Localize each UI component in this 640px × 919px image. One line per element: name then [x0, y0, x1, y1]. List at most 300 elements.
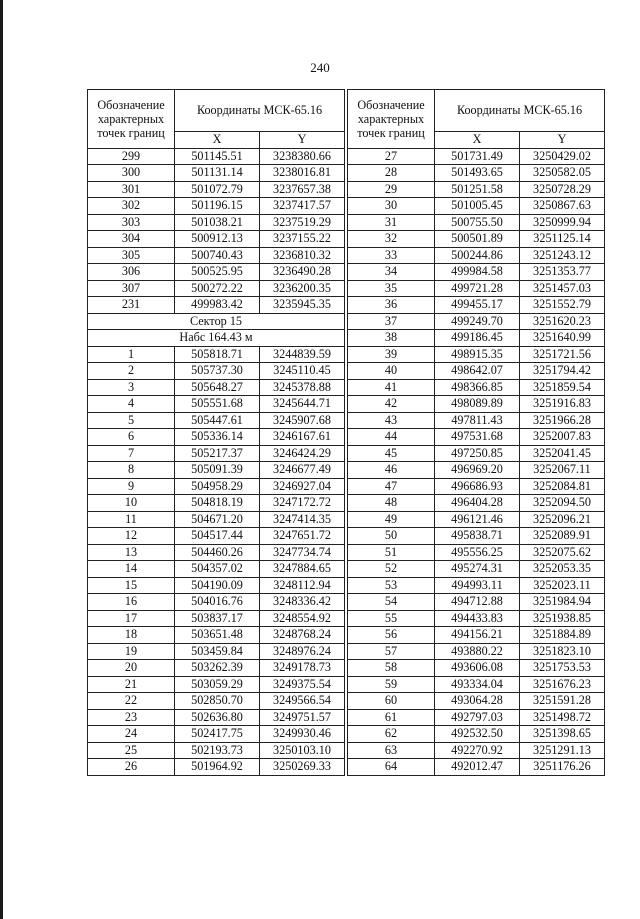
designation-header: Обозначение характерных точек границ [348, 90, 435, 149]
x-value: 504190.09 [175, 577, 260, 594]
y-value: 3247172.72 [260, 495, 345, 512]
y-value: 3251457.03 [520, 280, 605, 297]
point-id: 35 [348, 280, 435, 297]
point-id: 307 [88, 280, 175, 297]
y-value: 3251753.53 [520, 660, 605, 677]
table-row [88, 412, 345, 429]
x-value: 493334.04 [435, 676, 520, 693]
x-value: 503837.17 [175, 610, 260, 627]
y-value: 3248554.92 [260, 610, 345, 627]
point-id: 43 [348, 412, 435, 429]
x-value: 500501.89 [435, 231, 520, 248]
point-id: 58 [348, 660, 435, 677]
point-id: 9 [88, 478, 175, 495]
x-value: 505447.61 [175, 412, 260, 429]
point-id: 3 [88, 379, 175, 396]
point-id: 59 [348, 676, 435, 693]
y-value: 3236810.32 [260, 247, 345, 264]
y-value: 3251966.28 [520, 412, 605, 429]
point-id: 49 [348, 511, 435, 528]
sector-height: Набс 164.43 м [88, 330, 345, 347]
point-id: 25 [88, 742, 175, 759]
y-value: 3247651.72 [260, 528, 345, 545]
point-id: 50 [348, 528, 435, 545]
y-value: 3251552.79 [520, 297, 605, 314]
point-id: 16 [88, 594, 175, 611]
x-value: 500272.22 [175, 280, 260, 297]
point-id: 44 [348, 429, 435, 446]
x-value: 500755.50 [435, 214, 520, 231]
table-row [348, 264, 605, 281]
y-value: 3249178.73 [260, 660, 345, 677]
x-value: 493064.28 [435, 693, 520, 710]
y-value: 3251498.72 [520, 709, 605, 726]
x-value: 504958.29 [175, 478, 260, 495]
table-row [348, 148, 605, 165]
x-value: 501731.49 [435, 148, 520, 165]
y-value: 3250429.02 [520, 148, 605, 165]
point-id: 37 [348, 313, 435, 330]
y-value: 3251620.23 [520, 313, 605, 330]
x-value: 495274.31 [435, 561, 520, 578]
point-id: 56 [348, 627, 435, 644]
x-value: 493606.08 [435, 660, 520, 677]
point-id: 64 [348, 759, 435, 776]
x-value: 498089.89 [435, 396, 520, 413]
table-row [88, 445, 345, 462]
table-row [348, 742, 605, 759]
x-value: 503262.39 [175, 660, 260, 677]
y-value: 3237155.22 [260, 231, 345, 248]
point-id: 46 [348, 462, 435, 479]
y-value: 3249375.54 [260, 676, 345, 693]
table-row [348, 165, 605, 182]
table-row [348, 627, 605, 644]
y-value: 3245907.68 [260, 412, 345, 429]
y-value: 3236200.35 [260, 280, 345, 297]
x-value: 505737.30 [175, 363, 260, 380]
table-row [88, 759, 345, 776]
y-value: 3247414.35 [260, 511, 345, 528]
y-value: 3246167.61 [260, 429, 345, 446]
y-value: 3252041.45 [520, 445, 605, 462]
table-row [348, 643, 605, 660]
point-id: 29 [348, 181, 435, 198]
y-value: 3251398.65 [520, 726, 605, 743]
x-value: 504016.76 [175, 594, 260, 611]
point-id: 305 [88, 247, 175, 264]
point-id: 57 [348, 643, 435, 660]
point-id: 42 [348, 396, 435, 413]
table-row [348, 478, 605, 495]
table-row [88, 693, 345, 710]
point-id: 41 [348, 379, 435, 396]
x-value: 499186.45 [435, 330, 520, 347]
table-row [348, 346, 605, 363]
point-id: 30 [348, 198, 435, 215]
y-value: 3250728.29 [520, 181, 605, 198]
point-id: 53 [348, 577, 435, 594]
y-value: 3251353.77 [520, 264, 605, 281]
y-header: Y [260, 132, 345, 149]
x-value: 505648.27 [175, 379, 260, 396]
x-value: 497811.43 [435, 412, 520, 429]
y-value: 3247884.65 [260, 561, 345, 578]
table-row [348, 495, 605, 512]
point-id: 28 [348, 165, 435, 182]
y-value: 3251176.26 [520, 759, 605, 776]
table-row [88, 462, 345, 479]
table-row [348, 379, 605, 396]
table-row [88, 165, 345, 182]
x-value: 499249.70 [435, 313, 520, 330]
table-row [348, 396, 605, 413]
y-value: 3252053.35 [520, 561, 605, 578]
point-id: 63 [348, 742, 435, 759]
point-id: 5 [88, 412, 175, 429]
y-value: 3252094.50 [520, 495, 605, 512]
y-value: 3238016.81 [260, 165, 345, 182]
point-id: 302 [88, 198, 175, 215]
x-value: 500244.86 [435, 247, 520, 264]
table-row [348, 610, 605, 627]
point-id: 8 [88, 462, 175, 479]
point-id: 18 [88, 627, 175, 644]
y-value: 3244839.59 [260, 346, 345, 363]
point-id: 1 [88, 346, 175, 363]
x-value: 492270.92 [435, 742, 520, 759]
point-id: 27 [348, 148, 435, 165]
y-value: 3245110.45 [260, 363, 345, 380]
x-value: 504460.26 [175, 544, 260, 561]
x-value: 499455.17 [435, 297, 520, 314]
table-row [348, 561, 605, 578]
table-row [88, 379, 345, 396]
point-id: 12 [88, 528, 175, 545]
x-value: 505217.37 [175, 445, 260, 462]
y-value: 3237519.29 [260, 214, 345, 231]
point-id: 47 [348, 478, 435, 495]
point-id: 15 [88, 577, 175, 594]
point-id: 39 [348, 346, 435, 363]
x-value: 501131.14 [175, 165, 260, 182]
y-value: 3251859.54 [520, 379, 605, 396]
y-value: 3251640.99 [520, 330, 605, 347]
x-value: 497531.68 [435, 429, 520, 446]
x-value: 498366.85 [435, 379, 520, 396]
x-value: 496686.93 [435, 478, 520, 495]
point-id: 14 [88, 561, 175, 578]
table-row [348, 726, 605, 743]
table-row [348, 528, 605, 545]
point-id: 45 [348, 445, 435, 462]
x-value: 504671.20 [175, 511, 260, 528]
y-value: 3248336.42 [260, 594, 345, 611]
table-row [88, 429, 345, 446]
table-row [88, 297, 345, 314]
point-id: 48 [348, 495, 435, 512]
x-value: 502850.70 [175, 693, 260, 710]
x-value: 501493.65 [435, 165, 520, 182]
table-row [348, 759, 605, 776]
point-id: 24 [88, 726, 175, 743]
y-value: 3252084.81 [520, 478, 605, 495]
x-value: 494433.83 [435, 610, 520, 627]
point-id: 51 [348, 544, 435, 561]
table-row [348, 676, 605, 693]
x-value: 500740.43 [175, 247, 260, 264]
table-row [88, 495, 345, 512]
point-id: 231 [88, 297, 175, 314]
x-value: 503059.29 [175, 676, 260, 693]
x-value: 492797.03 [435, 709, 520, 726]
y-value: 3250582.05 [520, 165, 605, 182]
y-value: 3251125.14 [520, 231, 605, 248]
point-id: 7 [88, 445, 175, 462]
table-row [348, 214, 605, 231]
table-row [88, 264, 345, 281]
table-row [348, 247, 605, 264]
y-value: 3251291.13 [520, 742, 605, 759]
point-id: 306 [88, 264, 175, 281]
table-row [88, 396, 345, 413]
coordinates-header: Координаты МСК-65.16 [175, 90, 345, 132]
point-id: 11 [88, 511, 175, 528]
point-id: 2 [88, 363, 175, 380]
point-id: 17 [88, 610, 175, 627]
x-value: 500525.95 [175, 264, 260, 281]
table-row [88, 280, 345, 297]
table-row [348, 181, 605, 198]
y-value: 3237417.57 [260, 198, 345, 215]
table-row [88, 643, 345, 660]
y-header: Y [520, 132, 605, 149]
x-value: 498642.07 [435, 363, 520, 380]
coordinates-table-left [87, 89, 345, 776]
point-id: 34 [348, 264, 435, 281]
table-row [88, 627, 345, 644]
point-id: 55 [348, 610, 435, 627]
x-value: 495838.71 [435, 528, 520, 545]
point-id: 33 [348, 247, 435, 264]
x-value: 499983.42 [175, 297, 260, 314]
x-value: 494993.11 [435, 577, 520, 594]
x-value: 496121.46 [435, 511, 520, 528]
y-value: 3251794.42 [520, 363, 605, 380]
x-value: 495556.25 [435, 544, 520, 561]
x-value: 496969.20 [435, 462, 520, 479]
point-id: 299 [88, 148, 175, 165]
y-value: 3237657.38 [260, 181, 345, 198]
x-value: 501038.21 [175, 214, 260, 231]
y-value: 3235945.35 [260, 297, 345, 314]
y-value: 3251984.94 [520, 594, 605, 611]
table-row [88, 214, 345, 231]
table-row [348, 709, 605, 726]
table-row [348, 363, 605, 380]
coordinates-header: Координаты МСК-65.16 [435, 90, 605, 132]
table-row [88, 148, 345, 165]
y-value: 3251243.12 [520, 247, 605, 264]
x-value: 505818.71 [175, 346, 260, 363]
table-row [348, 445, 605, 462]
y-value: 3250269.33 [260, 759, 345, 776]
table-row [348, 462, 605, 479]
point-id: 13 [88, 544, 175, 561]
point-id: 304 [88, 231, 175, 248]
table-row [88, 610, 345, 627]
table-row [348, 280, 605, 297]
x-value: 496404.28 [435, 495, 520, 512]
y-value: 3246677.49 [260, 462, 345, 479]
point-id: 26 [88, 759, 175, 776]
x-value: 497250.85 [435, 445, 520, 462]
point-id: 40 [348, 363, 435, 380]
point-id: 10 [88, 495, 175, 512]
table-row [88, 181, 345, 198]
y-value: 3245644.71 [260, 396, 345, 413]
x-value: 498915.35 [435, 346, 520, 363]
table-row [348, 330, 605, 347]
y-value: 3252096.21 [520, 511, 605, 528]
x-header: X [435, 132, 520, 149]
y-value: 3248976.24 [260, 643, 345, 660]
table-row [348, 511, 605, 528]
y-value: 3246424.29 [260, 445, 345, 462]
page-number: 240 [310, 60, 330, 75]
table-row [348, 693, 605, 710]
table-row [88, 676, 345, 693]
table-row [88, 726, 345, 743]
y-value: 3251823.10 [520, 643, 605, 660]
table-row [88, 363, 345, 380]
point-id: 20 [88, 660, 175, 677]
table-row [348, 429, 605, 446]
point-id: 21 [88, 676, 175, 693]
y-value: 3250103.10 [260, 742, 345, 759]
table-row [88, 561, 345, 578]
table-row [88, 660, 345, 677]
table-row [88, 709, 345, 726]
table-row [88, 594, 345, 611]
x-value: 504818.19 [175, 495, 260, 512]
table-row [348, 577, 605, 594]
y-value: 3238380.66 [260, 148, 345, 165]
y-value: 3249566.54 [260, 693, 345, 710]
point-id: 31 [348, 214, 435, 231]
table-row [88, 198, 345, 215]
table-row [88, 742, 345, 759]
x-value: 501072.79 [175, 181, 260, 198]
table-row [348, 231, 605, 248]
x-value: 494156.21 [435, 627, 520, 644]
x-value: 492012.47 [435, 759, 520, 776]
point-id: 62 [348, 726, 435, 743]
x-value: 503459.84 [175, 643, 260, 660]
table-row [88, 544, 345, 561]
y-value: 3251938.85 [520, 610, 605, 627]
y-value: 3251721.56 [520, 346, 605, 363]
y-value: 3252023.11 [520, 577, 605, 594]
point-id: 38 [348, 330, 435, 347]
x-value: 493880.22 [435, 643, 520, 660]
table-row [348, 313, 605, 330]
y-value: 3250999.94 [520, 214, 605, 231]
x-value: 501964.92 [175, 759, 260, 776]
x-value: 499721.28 [435, 280, 520, 297]
point-id: 23 [88, 709, 175, 726]
y-value: 3245378.88 [260, 379, 345, 396]
table-row [88, 346, 345, 363]
x-value: 494712.88 [435, 594, 520, 611]
y-value: 3249751.57 [260, 709, 345, 726]
x-value: 505336.14 [175, 429, 260, 446]
table-row [88, 247, 345, 264]
y-value: 3251676.23 [520, 676, 605, 693]
y-value: 3247734.74 [260, 544, 345, 561]
table-row [348, 198, 605, 215]
table-row [88, 231, 345, 248]
y-value: 3252089.91 [520, 528, 605, 545]
point-id: 32 [348, 231, 435, 248]
y-value: 3251884.89 [520, 627, 605, 644]
y-value: 3251916.83 [520, 396, 605, 413]
table-row [348, 660, 605, 677]
point-id: 22 [88, 693, 175, 710]
point-id: 301 [88, 181, 175, 198]
x-value: 501251.58 [435, 181, 520, 198]
y-value: 3248768.24 [260, 627, 345, 644]
table-row [88, 528, 345, 545]
point-id: 52 [348, 561, 435, 578]
table-row [348, 297, 605, 314]
table-row [88, 478, 345, 495]
x-value: 503651.48 [175, 627, 260, 644]
table-row [88, 577, 345, 594]
y-value: 3252007.83 [520, 429, 605, 446]
coordinates-table-right [347, 89, 605, 776]
point-id: 19 [88, 643, 175, 660]
table-row [88, 511, 345, 528]
x-value: 501145.51 [175, 148, 260, 165]
point-id: 6 [88, 429, 175, 446]
designation-header: Обозначение характерных точек границ [88, 90, 175, 149]
y-value: 3252075.62 [520, 544, 605, 561]
point-id: 61 [348, 709, 435, 726]
y-value: 3248112.94 [260, 577, 345, 594]
point-id: 303 [88, 214, 175, 231]
point-id: 4 [88, 396, 175, 413]
x-value: 502636.80 [175, 709, 260, 726]
x-value: 492532.50 [435, 726, 520, 743]
scan-edge [0, 0, 3, 919]
sector-name: Сектор 15 [88, 313, 345, 330]
table-row [348, 544, 605, 561]
x-value: 502193.73 [175, 742, 260, 759]
y-value: 3249930.46 [260, 726, 345, 743]
x-value: 501196.15 [175, 198, 260, 215]
y-value: 3236490.28 [260, 264, 345, 281]
x-value: 499984.58 [435, 264, 520, 281]
point-id: 300 [88, 165, 175, 182]
table-row [348, 594, 605, 611]
x-value: 504517.44 [175, 528, 260, 545]
y-value: 3246927.04 [260, 478, 345, 495]
table-row [348, 412, 605, 429]
y-value: 3251591.28 [520, 693, 605, 710]
point-id: 54 [348, 594, 435, 611]
x-header: X [175, 132, 260, 149]
